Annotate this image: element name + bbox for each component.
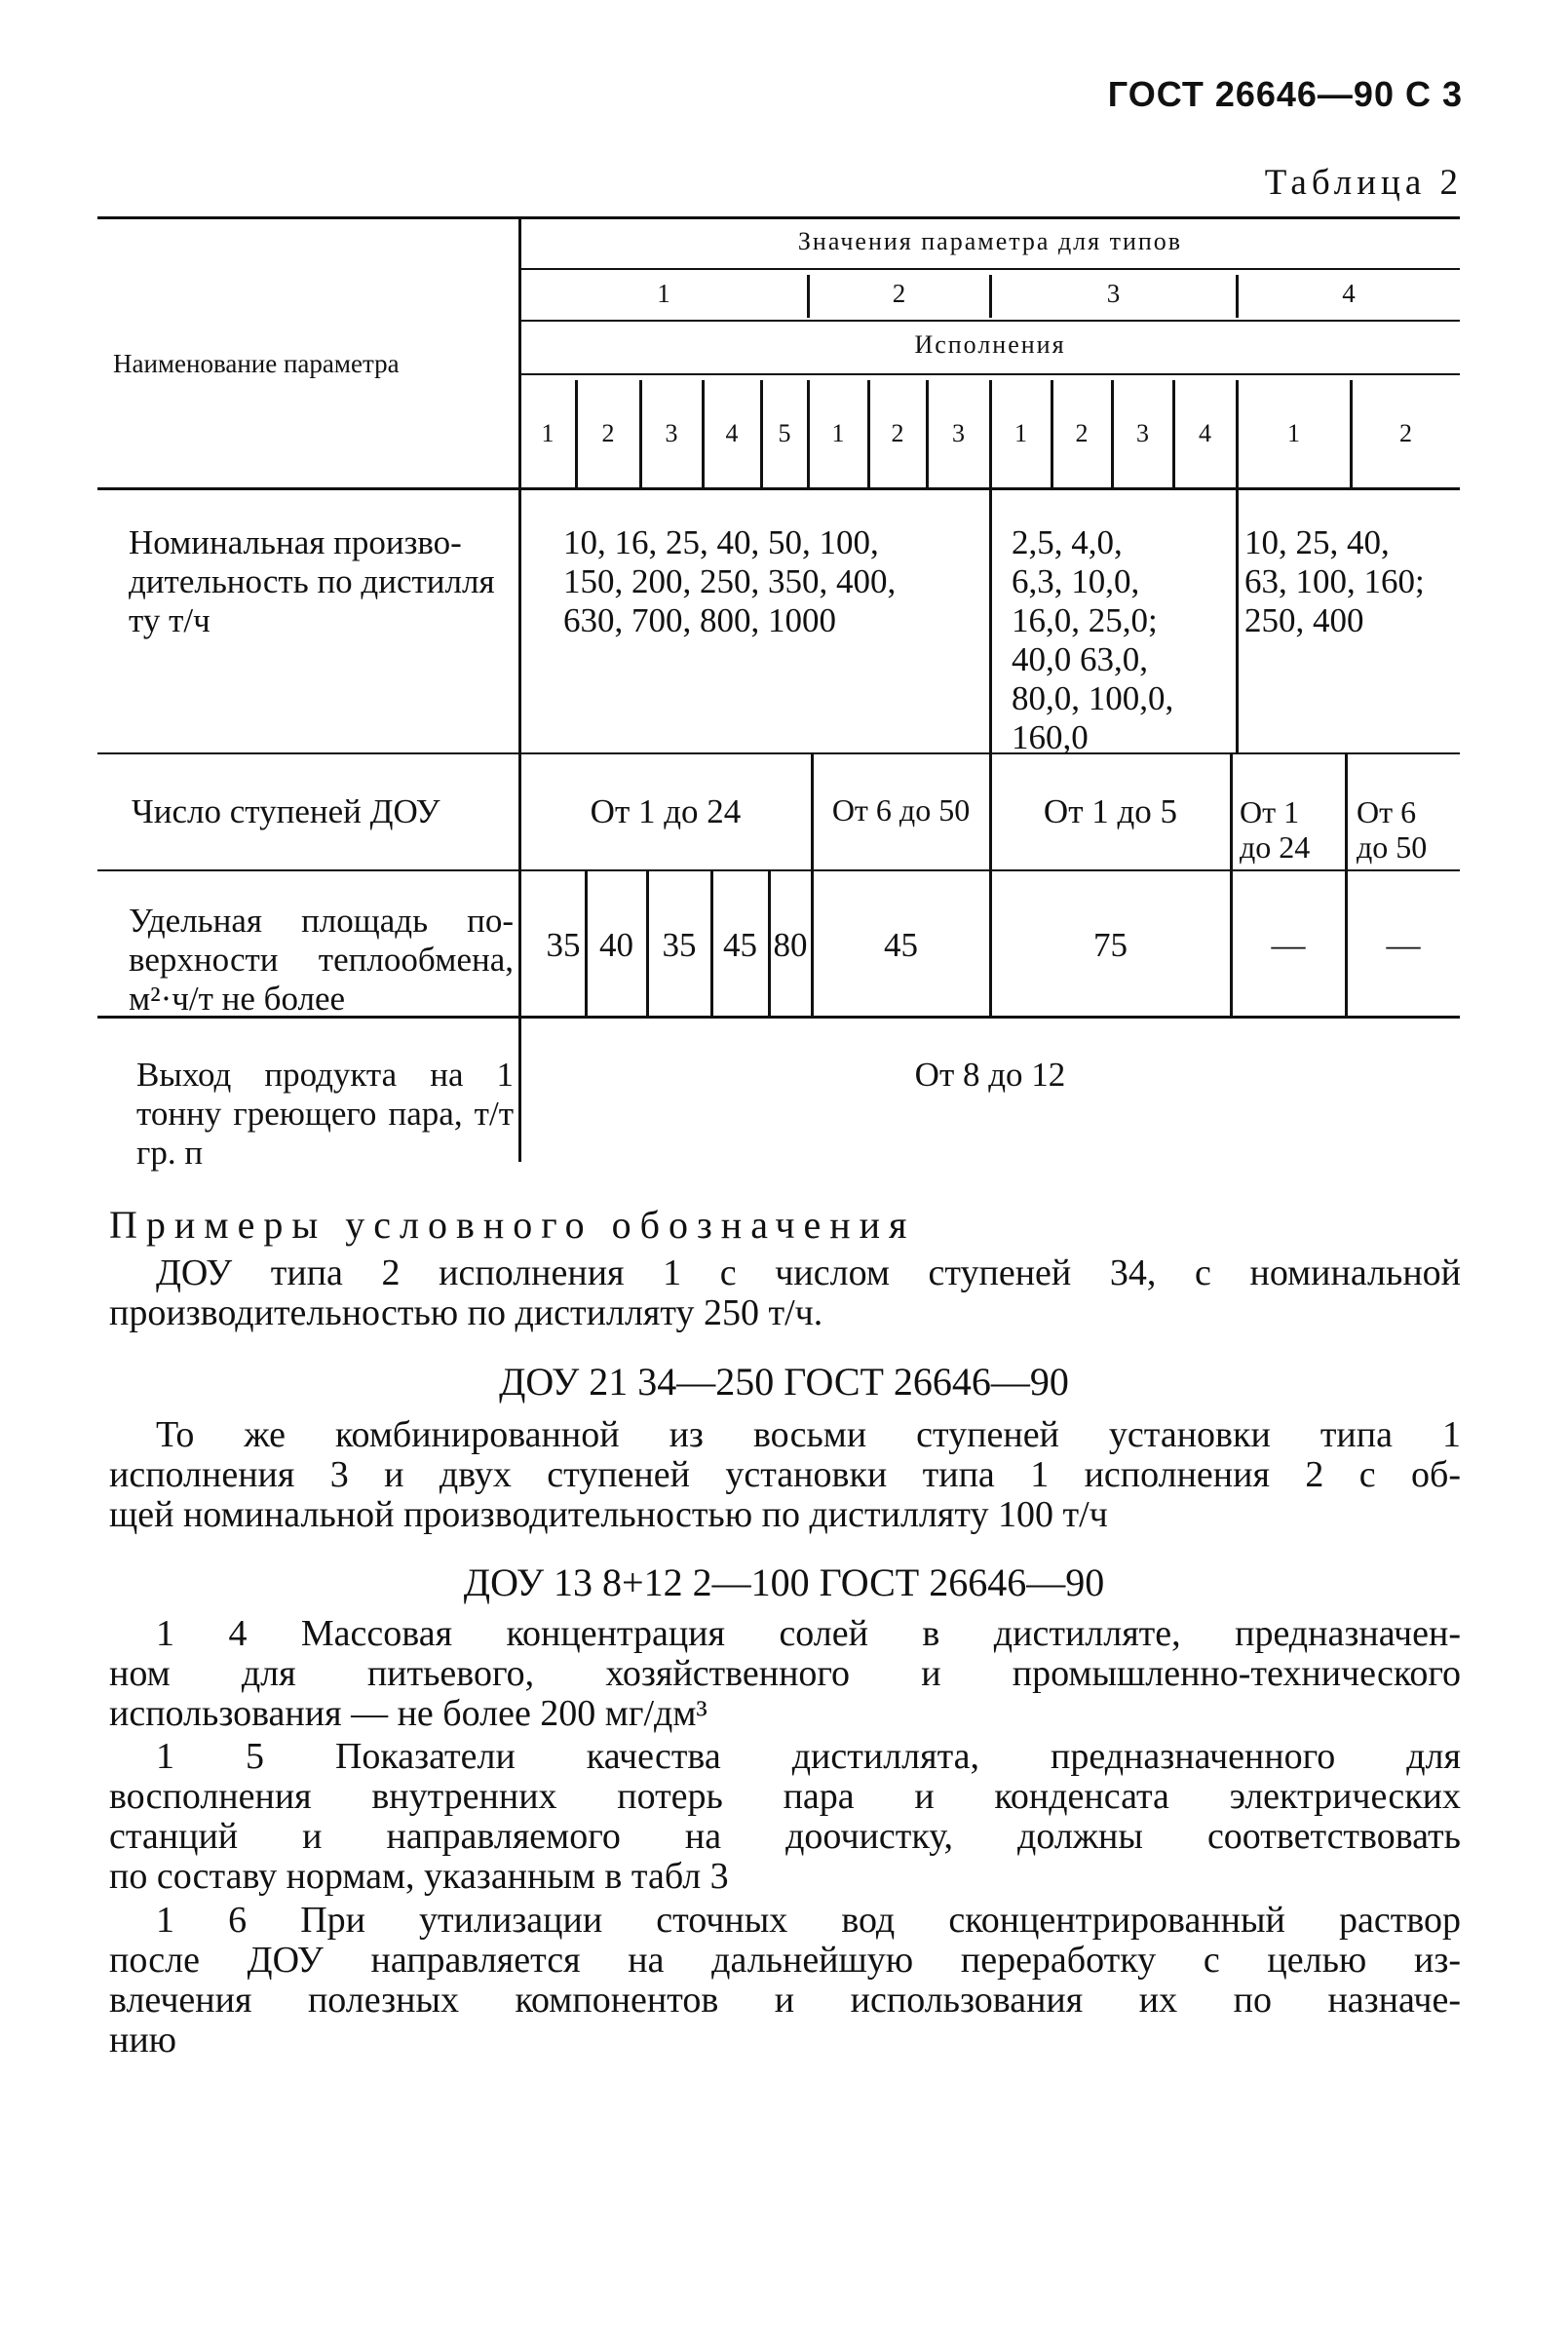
exec-number: 4 (1199, 419, 1211, 447)
row-productivity-name: Номинальная произво- дительность по дистилля ту т/ч (129, 523, 495, 639)
row-yield-value: От 8 до 12 (914, 1056, 1066, 1094)
table-main-divider (518, 218, 521, 1162)
executions-header: Исполнения (914, 330, 1066, 359)
area-value: 80 (773, 926, 808, 964)
area-value: 45 (723, 926, 757, 964)
row-stages-name: Число ступеней ДОУ (132, 792, 440, 830)
exec-number: 2 (891, 419, 904, 447)
table-caption: Таблица 2 (1264, 163, 1463, 203)
row-stages-type4-1: От 1 до 24 (1240, 794, 1311, 865)
row-stages-type1: От 1 до 24 (590, 792, 742, 830)
type-2: 2 (892, 279, 906, 308)
values-header: Значения параметра для типов (797, 227, 1183, 255)
exec-number: 2 (1399, 419, 1412, 447)
row-productivity-type1-2: 10, 16, 25, 40, 50, 100, 150, 200, 250, 350, 400, 630, 700, 800, 1000 (563, 523, 897, 639)
type-4: 4 (1342, 279, 1356, 308)
paragraph-1-6: 1 6 При утилизации сточных вод сконцентрированный раствор после ДОУ направляется на дальнейшую переработку с целью из- влечения полезных компонентов и использования их по назначе- нию (109, 1900, 1461, 2060)
exec-number: 2 (1075, 419, 1089, 447)
exec-number: 1 (541, 419, 555, 447)
area-value: — (1271, 926, 1306, 964)
exec-number: 1 (1014, 419, 1027, 447)
page-header: ГОСТ 26646—90 С 3 (1107, 74, 1463, 114)
type-3: 3 (1106, 279, 1121, 308)
exec-number: 1 (1287, 419, 1300, 447)
example-2: То же комбинированной из восьми ступеней установки типа 1 исполнения 3 и двух ступеней установки типа 1 исполнения 2 с об- щей номинальной производительностью по дистилляту 100 т/ч (109, 1414, 1461, 1535)
area-value: — (1386, 926, 1421, 964)
exec-number: 3 (1136, 419, 1149, 447)
paragraph-1-5: 1 5 Показатели качества дистиллята, предназначенного для восполнения внутренних потерь пара и конденсата электрических станций и направляемого на доочистку, должны соответствовать по составу нормам, указанным в табл 3 (109, 1736, 1461, 1897)
row-stages-type3: От 1 до 5 (1043, 792, 1178, 830)
row-stages-type4-2: От 6 до 50 (1357, 794, 1428, 865)
exec-number: 1 (831, 419, 845, 447)
row-yield-name: Выход продукта на 1 тонну греющего пара, т/т гр. п (136, 1056, 514, 1172)
example-1: ДОУ типа 2 исполнения 1 с числом ступеней 34, с номинальной производительностью по дистилляту 250 т/ч. (109, 1252, 1461, 1333)
exec-number: 4 (725, 419, 739, 447)
exec-number: 3 (952, 419, 965, 447)
type-1: 1 (657, 279, 670, 308)
exec-number: 5 (778, 419, 791, 447)
area-value: 45 (884, 926, 918, 964)
row-stages-type2: От 6 до 50 (831, 792, 971, 828)
designation-1: ДОУ 21 34—250 ГОСТ 26646—90 (499, 1360, 1069, 1404)
table-top-rule (97, 216, 1460, 219)
area-value: 35 (662, 926, 697, 964)
examples-heading: Примеры условного обозначения (109, 1203, 916, 1247)
param-column-header: Наименование параметра (113, 349, 400, 378)
row-productivity-type4: 10, 25, 40, 63, 100, 160; 250, 400 (1244, 523, 1425, 639)
area-value: 75 (1093, 926, 1128, 964)
row-area-name: Удельная площадь по- верхности теплообмена, м²·ч/т не более (129, 902, 514, 1018)
designation-2: ДОУ 13 8+12 2—100 ГОСТ 26646—90 (463, 1560, 1105, 1604)
area-value: 35 (546, 926, 581, 964)
row-productivity-type3: 2,5, 4,0, 6,3, 10,0, 16,0, 25,0; 40,0 63,0, 80,0, 100,0, 160,0 (1012, 523, 1174, 756)
area-value: 40 (599, 926, 633, 964)
exec-number: 2 (601, 419, 615, 447)
paragraph-1-4: 1 4 Массовая концентрация солей в дистилляте, предназначен- ном для питьевого, хозяйственного и промышленно-технического использования — не более 200 мг/дм³ (109, 1613, 1461, 1734)
exec-number: 3 (665, 419, 678, 447)
